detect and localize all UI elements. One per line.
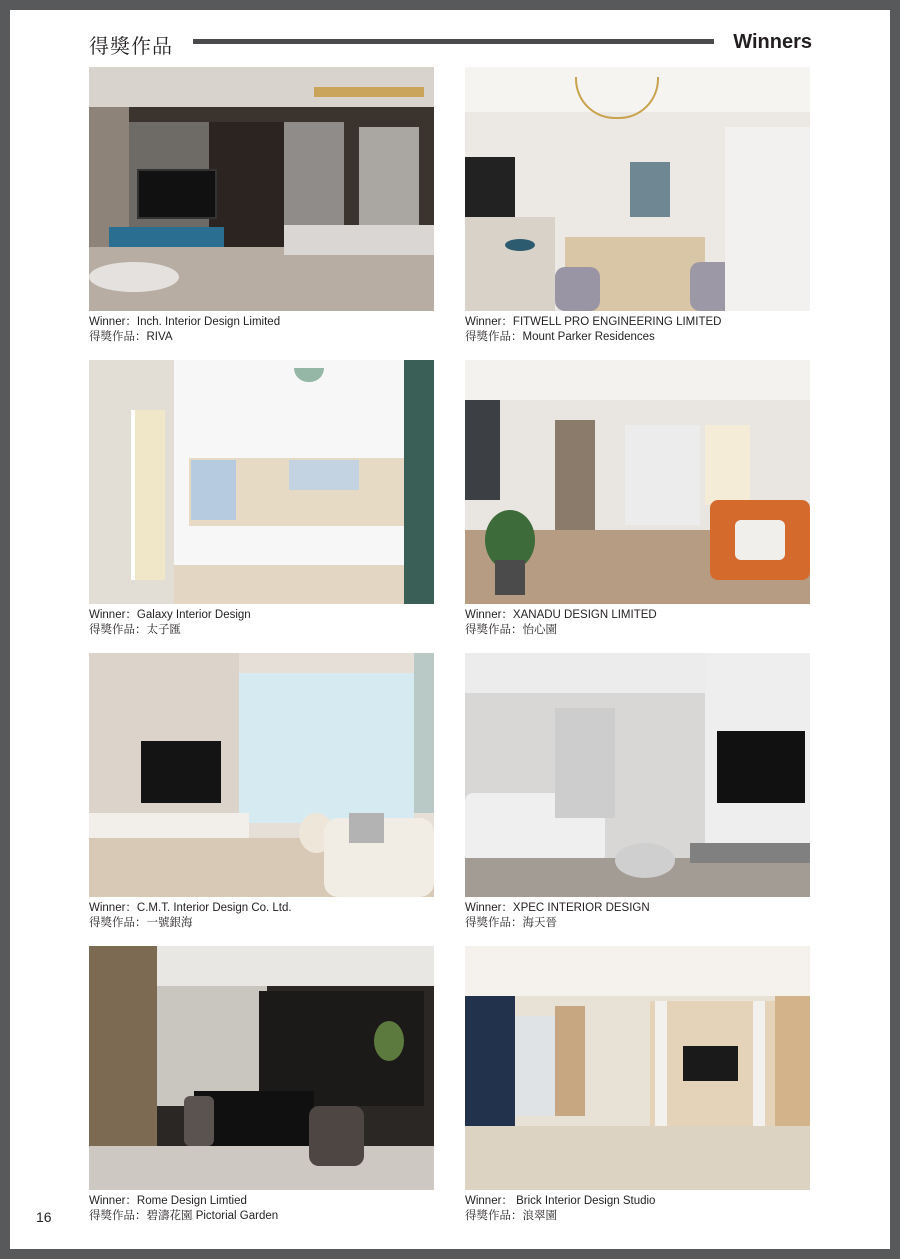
page-number: 16 — [36, 1209, 52, 1225]
winner-card-7 — [89, 946, 434, 1224]
interior-photo-3 — [89, 360, 434, 604]
winner-card-1 — [89, 67, 434, 345]
interior-photo-4 — [465, 360, 810, 604]
interior-photo-8 — [465, 946, 810, 1190]
work-title-3: 得獎作品：太子匯 — [89, 624, 181, 636]
page — [10, 10, 890, 1249]
winner-card-4 — [465, 360, 810, 638]
winner-name-4: Winner：XANADU DESIGN LIMITED — [465, 609, 657, 621]
work-title-5: 得獎作品：一號銀海 — [89, 917, 193, 929]
work-title-2: 得獎作品：Mount Parker Residences — [465, 331, 655, 343]
winner-name-7: Winner：Rome Design Limtied — [89, 1195, 247, 1207]
header-title-en: Winners — [733, 31, 812, 53]
work-title-7: 得獎作品：碧濤花園 Pictorial Garden — [89, 1210, 279, 1222]
winner-card-5 — [89, 653, 434, 931]
interior-photo-6 — [465, 653, 810, 897]
winner-name-3: Winner：Galaxy Interior Design — [89, 609, 251, 621]
winner-name-8: Winner： Brick Interior Design Studio — [465, 1195, 656, 1207]
winner-name-5: Winner：C.M.T. Interior Design Co. Ltd. — [89, 902, 292, 914]
header-rule — [193, 39, 714, 44]
interior-photo-2 — [465, 67, 810, 311]
interior-photo-7 — [89, 946, 434, 1190]
interior-photo-5 — [89, 653, 434, 897]
work-title-4: 得獎作品：怡心園 — [465, 624, 557, 636]
winner-name-2: Winner：FITWELL PRO ENGINEERING LIMITED — [465, 316, 722, 328]
work-title-1: 得獎作品：RIVA — [89, 331, 173, 343]
winner-card-3 — [89, 360, 434, 638]
interior-photo-1 — [89, 67, 434, 311]
work-title-6: 得獎作品：海天晉 — [465, 917, 557, 929]
header-title-cn: 得獎作品 — [89, 36, 173, 58]
winner-card-8 — [465, 946, 810, 1224]
work-title-8: 得獎作品：浪翠園 — [465, 1210, 557, 1222]
winner-card-6 — [465, 653, 810, 931]
winner-name-6: Winner：XPEC INTERIOR DESIGN — [465, 902, 650, 914]
winner-name-1: Winner：Inch. Interior Design Limited — [89, 316, 281, 328]
winner-card-2 — [465, 67, 810, 345]
